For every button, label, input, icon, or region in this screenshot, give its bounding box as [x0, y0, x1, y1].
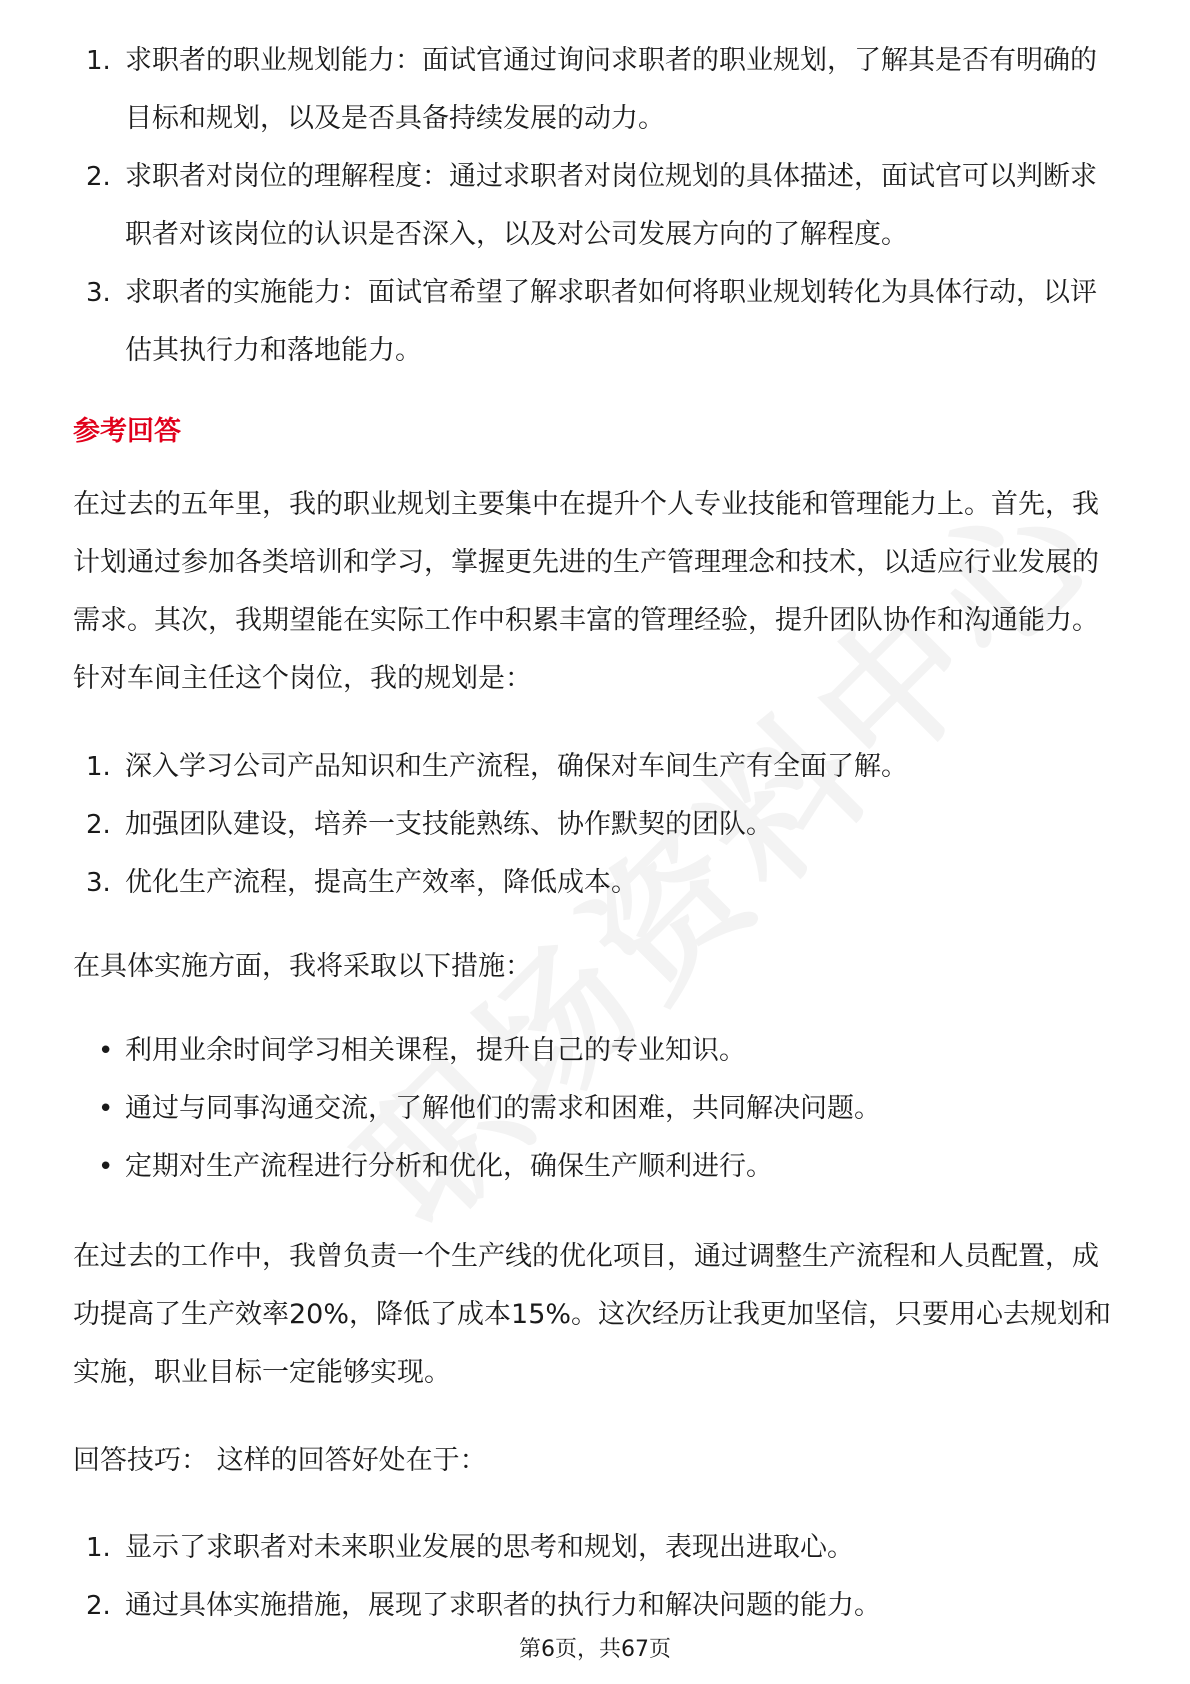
list-item-text: 求职者对岗位的理解程度：通过求职者对岗位规划的具体描述，面试官可以判断求职者对该岗位的认识是否深入，以及对公司发展方向的了解程度。 [125, 161, 1097, 250]
list-item-text: 优化生产流程，提高生产效率，降低成本。 [125, 867, 638, 898]
list-item-text: 深入学习公司产品知识和生产流程，确保对车间生产有全面了解。 [125, 751, 908, 782]
bullet-item [0, 1022, 1190, 1080]
list-number: 3. [86, 278, 111, 308]
measures-intro: 在具体实施方面，我将采取以下措施： [73, 951, 532, 982]
plan-list [0, 738, 1190, 912]
bullet-item-text: 定期对生产流程进行分析和优化，确保生产顺利进行。 [125, 1151, 773, 1182]
list-number: 2. [86, 810, 111, 840]
section-heading: 参考回答 [73, 416, 181, 447]
list-number: 3. [86, 868, 111, 898]
list-item-text: 加强团队建设，培养一支技能熟练、协作默契的团队。 [125, 809, 773, 840]
list-item [0, 854, 1190, 912]
list-item-text: 通过具体实施措施，展现了求职者的执行力和解决问题的能力。 [125, 1590, 881, 1621]
list-item [0, 796, 1190, 854]
bullet-icon: • [98, 1094, 114, 1124]
criteria-list [0, 32, 1190, 380]
list-item-text: 求职者的职业规划能力：面试官通过询问求职者的职业规划，了解其是否有明确的目标和规划，以及是否具备持续发展的动力。 [125, 45, 1097, 134]
list-item-text: 求职者的实施能力：面试官希望了解求职者如何将职业规划转化为具体行动，以评估其执行力和落地能力。 [125, 277, 1097, 366]
answer-paragraph: 在过去的五年里，我的职业规划主要集中在提升个人专业技能和管理能力上。首先，我计划通过参加各类培训和学习，掌握更先进的生产管理理念和技术，以适应行业发展的需求。其次，我期望能在实际工作中积累丰富的管理经验，提升团队协作和沟通能力。针对车间主任这个岗位，我的规划是： [73, 489, 1099, 694]
list-number: 1. [86, 46, 111, 76]
list-number: 2. [86, 1591, 111, 1621]
list-item-text: 显示了求职者对未来职业发展的思考和规划，表现出进取心。 [125, 1532, 854, 1563]
page-number: 第6页，共67页 [519, 1637, 671, 1662]
list-item [0, 32, 1190, 148]
list-item [0, 1519, 1190, 1577]
bullet-icon: • [98, 1036, 114, 1066]
bullet-item [0, 1138, 1190, 1196]
list-number: 1. [86, 1533, 111, 1563]
list-item [0, 264, 1190, 380]
bullet-item-text: 通过与同事沟通交流，了解他们的需求和困难，共同解决问题。 [125, 1093, 881, 1124]
list-item [0, 1577, 1190, 1635]
tips-intro: 回答技巧： 这样的回答好处在于： [73, 1445, 487, 1476]
bullet-item-text: 利用业余时间学习相关课程，提升自己的专业知识。 [125, 1035, 746, 1066]
list-item [0, 738, 1190, 796]
measures-list [0, 1022, 1190, 1196]
list-number: 2. [86, 162, 111, 192]
bullet-icon: • [98, 1152, 114, 1182]
bullet-item [0, 1080, 1190, 1138]
list-number: 1. [86, 752, 111, 782]
tips-list [0, 1519, 1190, 1635]
list-item [0, 148, 1190, 264]
experience-paragraph: 在过去的工作中，我曾负责一个生产线的优化项目，通过调整生产流程和人员配置，成功提高了生产效率20%，降低了成本15%。这次经历让我更加坚信，只要用心去规划和实施，职业目标一定能够实现。 [73, 1241, 1112, 1388]
